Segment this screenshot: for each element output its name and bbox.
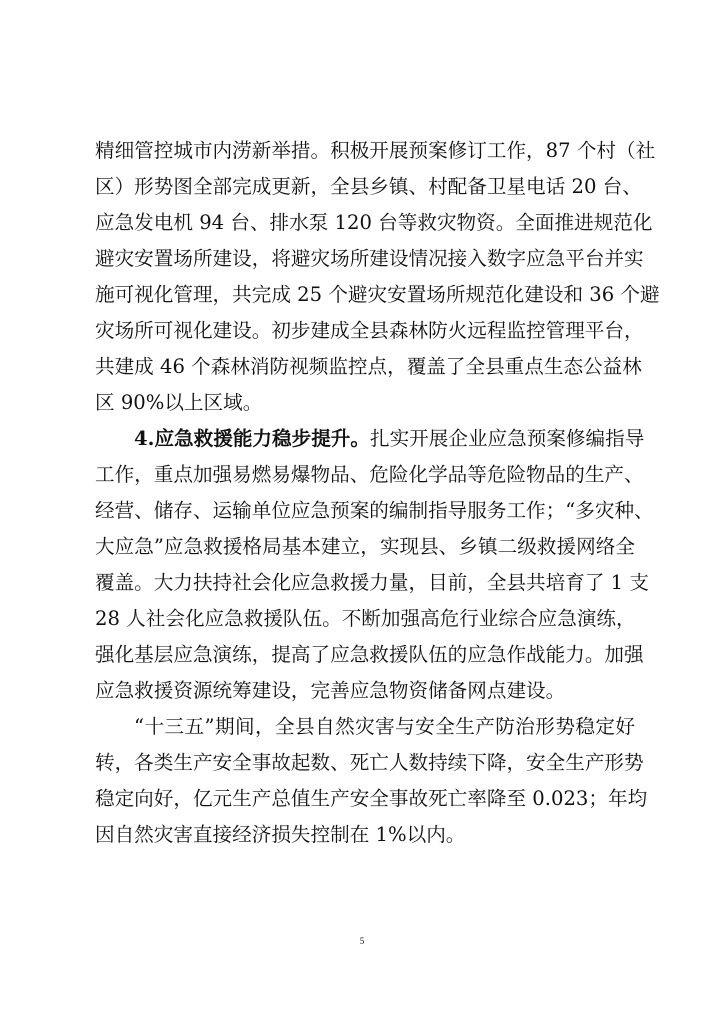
- paragraph-3-line-1: “十三五”期间，全县自然灾害与安全生产防治形势稳定好: [134, 715, 635, 738]
- paragraph-3-line-3: 稳定向好，亿元生产总值生产安全事故死亡率降至 0.023；年均: [95, 787, 648, 810]
- paragraph-1-line-6: 灾场所可视化建设。初步建成全县森林防火远程监控管理平台，: [95, 319, 644, 342]
- paragraph-2-line-5: 覆盖。大力扶持社会化应急救援力量，目前，全县共培育了 1 支: [95, 571, 649, 594]
- paragraph-1-line-2: 区）形势图全部完成更新，全县乡镇、村配备卫星电话 20 台、: [95, 175, 642, 198]
- paragraph-3-line-2: 转，各类生产安全事故起数、死亡人数持续下降，安全生产形势: [95, 751, 644, 774]
- paragraph-1-line-4: 避灾安置场所建设，将避灾场所建设情况接入数字应急平台并实: [95, 247, 644, 270]
- paragraph-2-line-3: 经营、储存、运输单位应急预案的编制指导服务工作；“多灾种、: [95, 499, 654, 522]
- paragraph-2-line-6: 28 人社会化应急救援队伍。不断加强高危行业综合应急演练，: [95, 607, 636, 630]
- paragraph-1-line-7: 共建成 46 个森林消防视频监控点，覆盖了全县重点生态公益林: [95, 355, 642, 378]
- paragraph-2-first-line-text: 扎实开展企业应急预案修编指导: [370, 427, 645, 450]
- section-heading: 4.应急救援能力稳步提升。: [134, 427, 370, 450]
- paragraph-2-first-line: [134, 424, 645, 454]
- page-number: 5: [359, 936, 365, 946]
- paragraph-2-line-2: 工作，重点加强易燃易爆物品、危险化学品等危险物品的生产、: [95, 463, 644, 486]
- paragraph-1-line-5: 施可视化管理，共完成 25 个避灾安置场所规范化建设和 36 个避: [95, 283, 660, 306]
- paragraph-2-line-8: 应急救援资源统筹建设，完善应急物资储备网点建设。: [95, 679, 566, 702]
- paragraph-1-line-1: 精细管控城市内涝新举措。积极开展预案修订工作，87 个村（社: [95, 139, 656, 162]
- paragraph-2-line-4: 大应急”应急救援格局基本建立，实现县、乡镇二级救援网络全: [95, 535, 635, 558]
- paragraph-2-line-7: 强化基层应急演练，提高了应急救援队伍的应急作战能力。加强: [95, 643, 644, 666]
- paragraph-3-line-4: 因自然灾害直接经济损失控制在 1%以内。: [95, 823, 466, 846]
- paragraph-1-line-8: 区 90%以上区域。: [95, 391, 263, 414]
- paragraph-1-line-3: 应急发电机 94 台、排水泵 120 台等救灾物资。全面推进规范化: [95, 211, 653, 234]
